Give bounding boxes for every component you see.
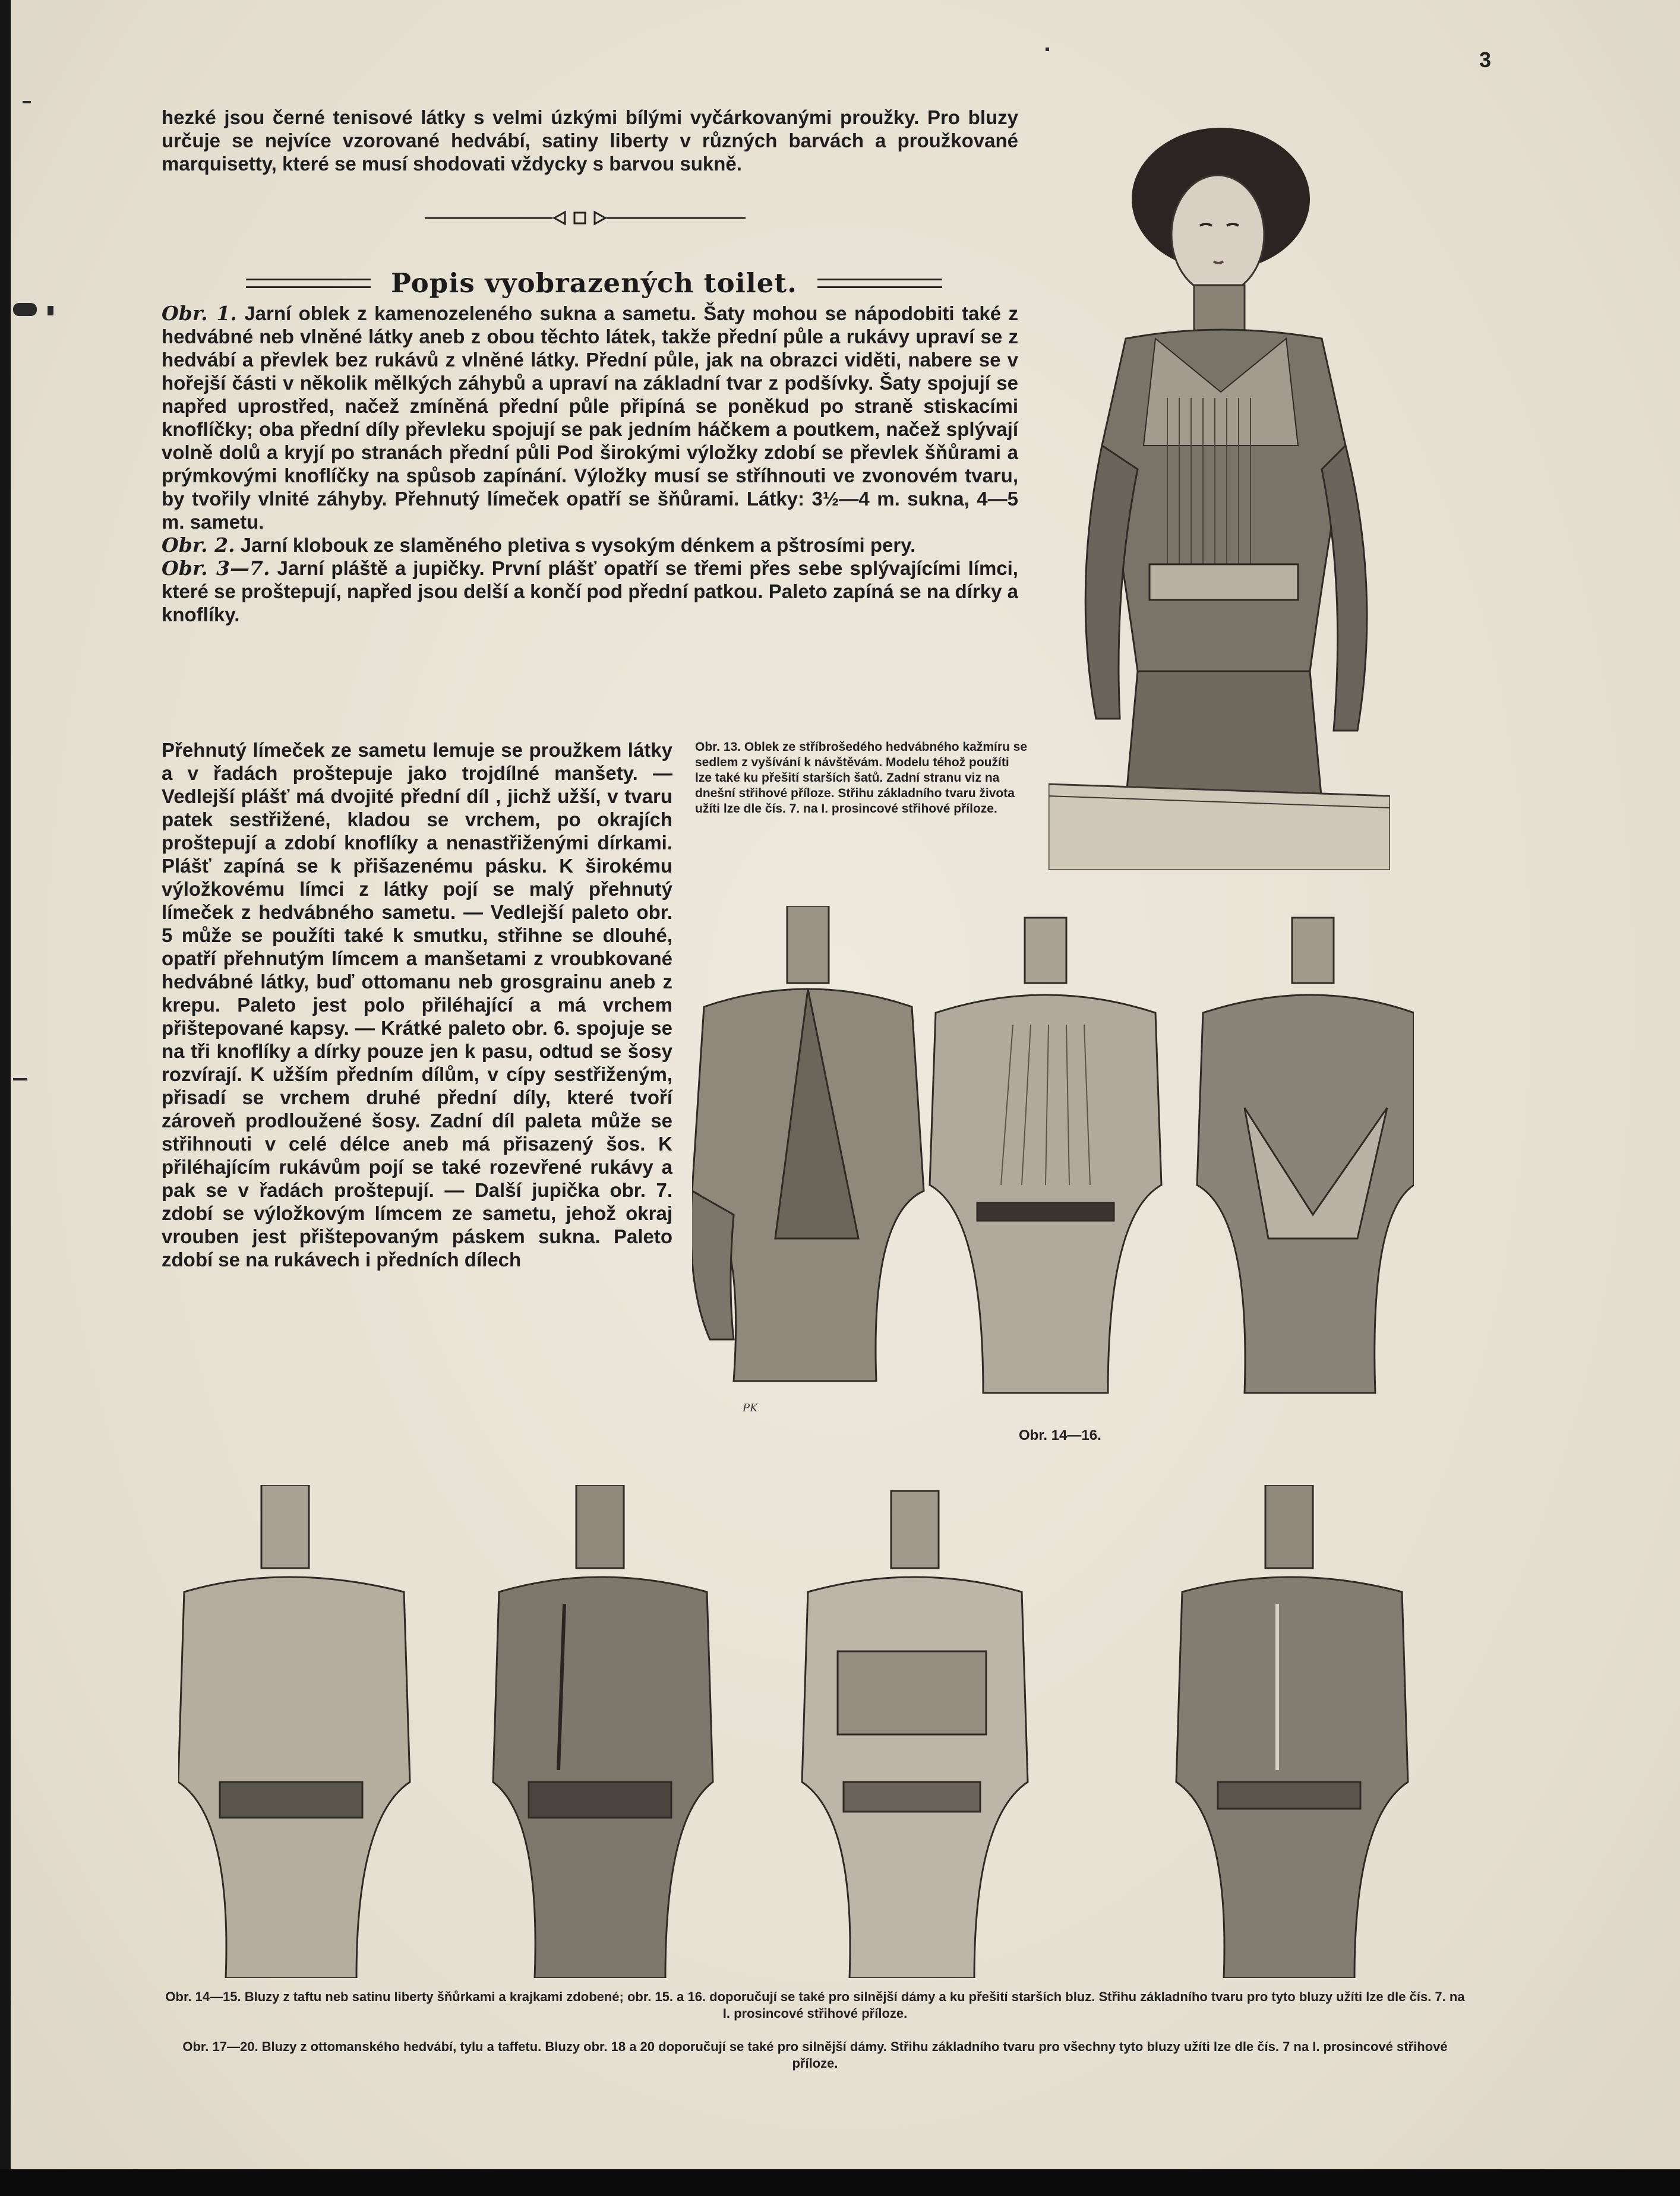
artist-signature: PK — [743, 1402, 758, 1414]
illustration-obr14-16 — [692, 906, 1414, 1417]
margin-mark — [13, 1078, 27, 1080]
margin-mark — [48, 306, 53, 315]
margin-mark — [1046, 48, 1049, 51]
caption-obr17-20: Obr. 17—20. Bluzy z ottomanského hedvábí, tylu a taffetu. Bluzy obr. 18 a 20 doporučují se také pro silnější dámy. Střihu základního tvaru pro všechny tyto bluzy užíti lze dle čís. 7 na I. prosincové střihové příloze. — [182, 2039, 1448, 2071]
obr1-text: Jarní oblek z kamenozeleného sukna a sametu. Šaty mohou se nápodobiti také z hedvábné neb vlněné látky aneb z obou těchto látek, takže přední půle a rukávy upraví se z hedvábí a převlek bez rukávů z vlněné látky. Přední půle, jak na obrazci viděti, nabere se v hořejší části v několik mělkých záhybů a upraví na základní tvar z podšívky. Šaty spojují se napřed uprostřed, načež zmíněná přední půle připíná se poněkud po straně stiskacími knoflíčky; oba přední díly převleku spojují se pak jedním háčkem a poutkem, načež splývají volně dolů a kryjí po stranách přední půli Pod širokými výložky zdobí se převlek šňůrami a prýmkovými knoflíčky na spůsob zapínání. Výložky musí se stříhnouti ve zvonovém tvaru, by tvořily vlnité záhyby. Přehnutý límeček opatří se šňůrami. Látky: 3½—4 m. sukna, 4—5 m. sametu. — [162, 302, 1018, 533]
caption-obr14-15: Obr. 14—15. Bluzy z taftu neb satinu liberty šňůrkami a krajkami zdobené; obr. 15. a 16. doporučují se také pro silnější dámy a ku přešití starších bluz. Střihu základního tvaru pro tyto bluzy užíti lze dle čís. 7. na I. prosincové střihové příloze. — [165, 1989, 1465, 2021]
description-narrow-column — [162, 738, 672, 1271]
obr2-text: Jarní klobouk ze slaměného pletiva s vysokým dénkem a pštrosími pery. — [235, 534, 916, 556]
illustration-obr17-20 — [178, 1485, 1473, 1978]
blouse-obr20 — [1176, 1485, 1408, 1978]
section-heading: Popis vyobrazených toilet. — [391, 267, 797, 299]
blouse-obr15 — [930, 918, 1161, 1393]
blouse-obr14 — [692, 906, 924, 1381]
blouse-obr19 — [802, 1491, 1028, 1978]
blouse-obr17 — [178, 1485, 410, 1978]
obr3-paragraph-continued: Přehnutý límeček ze sametu lemuje se proužkem látky a v řadách proštepuje jako trojdílné manšety. — Vedlejší plášť má dvojité přední díl , jichž užší, v tvaru patek sestřižené, kladou se vrchem, po okrajích proštepují a zdobí knoflíky a nenastřiženými dírkami. Plášť zapíná se k přišazenému pásku. K širokému výložkovému límci z látky pojí se malý přehnutý límeček z hedvábného sametu. — Vedlejší paleto obr. 5 může se použíti také k smutku, střihne se dlouhé, opatří přehnutým límcem a manšetami z vroubkované hedvábné látky, buď ottomanu neb grosgrainu aneb z krepu. Paleto jest polo přiléhající a má vrchem přištepované kapsy. — Krátké paleto obr. 6. spojuje se na tři knoflíky a dírky pouze jen k pasu, odtud se šosy rozvírají. K užším předním dílům, v cípy sestřiženým, přisadí se vrchem druhé přední díly, které tvoří zároveň prodloužené šosy. Zadní díl paleta může se střihnouti v celé délce aneb má přisazený šos. K přiléhajícím rukávům pojí se také rozevřené rukávy a pak se v řadách proštepují. — Další jupička obr. 7. zdobí se výložkovým límcem ze sametu, jehož okraj vrouben jest přištepovaným páskem sukna. Paleto zdobí se na rukávech i předních dílech — [162, 739, 672, 1271]
description-full-width — [162, 302, 1018, 626]
obr1-lead: Obr. 1. — [162, 302, 237, 325]
obr1-paragraph — [162, 302, 1018, 533]
caption-obr14-16: Obr. 14—16. — [1019, 1427, 1101, 1443]
page-number: 3 — [1479, 48, 1491, 72]
intro-paragraph: hezké jsou černé tenisové látky s velmi úzkými bílými vyčárkovanými proužky. Pro bluzy určuje se nejvíce vzorované hedvábí, satiny liberty v různých barvách a proužkované marquisetty, které se musí shodovati vždycky s barvou sukně. — [162, 106, 1018, 175]
ornament-divider — [425, 209, 746, 227]
caption-obr13: Obr. 13. Oblek ze stříbrošedého hedvábného kažmíru se sedlem z vyšívání k návštěvám. Modelu téhož použíti lze také ku přešití starších šatů. Zadní stranu viz na dnešní střihové příloze. Střihu základního tvaru života užíti lze dle čís. 7. na I. prosincové střihové příloze. — [695, 740, 1028, 816]
margin-mark — [13, 303, 37, 316]
title-rule-left — [246, 279, 371, 288]
illustration-obr13 — [1049, 113, 1390, 870]
section-title — [220, 267, 968, 299]
obr3-paragraph-start — [162, 557, 1018, 626]
blouse-obr16 — [1197, 918, 1414, 1393]
obr2-lead: Obr. 2. — [162, 533, 235, 557]
scan-edge-bottom — [0, 2169, 1680, 2196]
margin-mark — [23, 101, 31, 103]
blouse-obr18 — [493, 1485, 713, 1978]
obr3-lead: Obr. 3—7. — [162, 557, 270, 580]
obr2-paragraph — [162, 533, 1018, 557]
obr3-text-a: Jarní pláště a jupičky. První plášť opatří se třemi přes sebe splývajícími límci, které se proštepují, napřed jsou delší a končí pod přední patkou. Paleto zapíná se na dírky a knoflíky. — [162, 557, 1018, 625]
scan-edge-left — [0, 0, 11, 2196]
title-rule-right — [817, 279, 942, 288]
